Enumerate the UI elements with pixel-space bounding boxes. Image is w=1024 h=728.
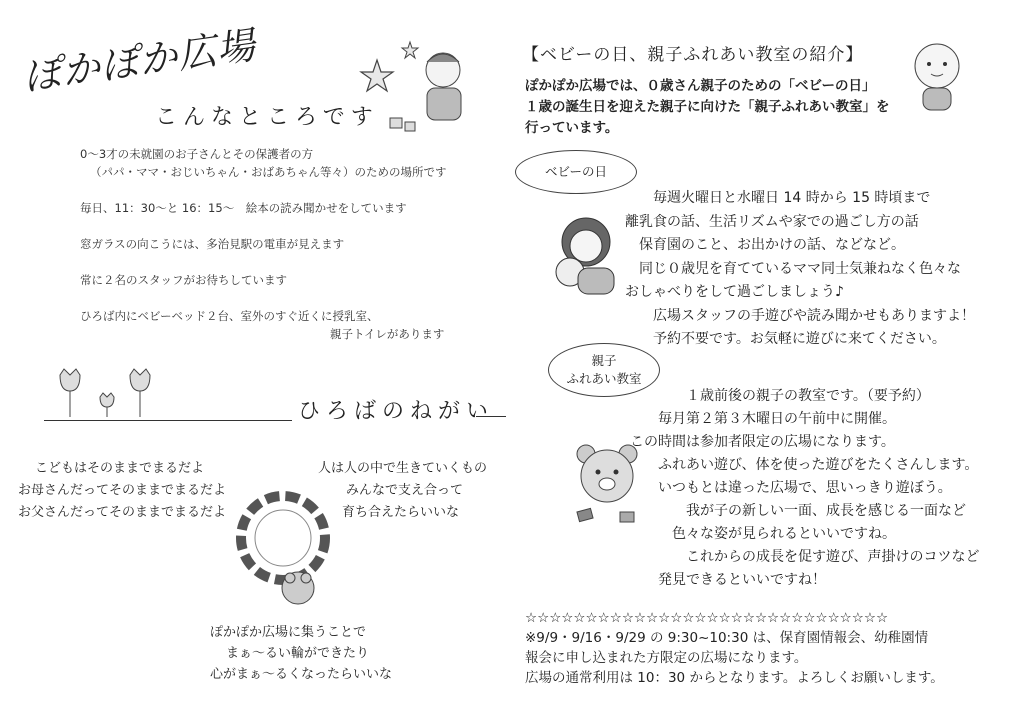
baby-line: 予約不要です。お気軽に遊びに来てください。 — [625, 331, 946, 347]
baby-day-bubble — [515, 150, 637, 194]
oya-line: これからの成長を促す遊び、声掛けのコツなど — [630, 549, 980, 565]
intro-text — [80, 145, 447, 343]
right-heading: 【ベビーの日、親子ふれあい教室の紹介】 — [522, 45, 864, 65]
oya-line: 発見できるといいですね！ — [630, 572, 826, 588]
bubble-label: ベビーの日 — [544, 164, 607, 179]
lead-text — [525, 76, 890, 139]
intro-line: 0～3才の未就園のお子さんとその保護者の方 — [80, 147, 314, 161]
baby-line: 離乳食の話、生活リズムや家での過ごし方の話 — [625, 213, 919, 230]
wish-line: 人は人の中で生きていくもの — [318, 461, 488, 476]
wish-bottom-text — [210, 622, 392, 685]
divider-line — [476, 416, 506, 417]
lead-line: 行っています。 — [525, 120, 619, 136]
baby-line: おしゃべりをして過ごしましょう♪ — [625, 284, 844, 300]
baby-line: 同じ０歳児を育てているママ同士気兼ねなく色々な — [625, 260, 961, 277]
notice-line: 広場の通常利用は 10：30 からとなります。よろしくお願いします。 — [525, 670, 944, 686]
tulips-illustration — [50, 365, 170, 420]
wish-line: 心がまぁ～るくなったらいいな — [210, 667, 393, 682]
oya-line: ふれあい遊び、体を使った遊びをたくさんします。 — [630, 457, 979, 473]
notice-line: 報会に申し込まれた方限定の広場になります。 — [525, 650, 808, 666]
wish-heading: ひろばのねがい — [298, 399, 495, 424]
wish-line: ぽかぽか広場に集うことで — [210, 625, 367, 640]
wish-line: こどもはそのままでまるだよ — [34, 461, 204, 476]
intro-line: ひろば内にベビーベッド２台、室外のすぐ近くに授乳室、 — [80, 309, 379, 323]
oya-line: 毎月第２第３木曜日の午前中に開催。 — [630, 411, 896, 427]
intro-heading: こんなところです — [155, 105, 379, 130]
intro-line: 毎日、11：30～と 16：15～ 絵本の読み聞かせをしています — [80, 201, 407, 215]
oya-line: 我が子の新しい一面、成長を感じる一面など — [630, 503, 966, 519]
notice-line: ※9/9・9/16・9/29 の 9:30~10:30 は、保育園情報会、幼稚園情 — [525, 630, 929, 646]
notice-text — [525, 608, 944, 688]
wish-right-text — [318, 458, 487, 524]
baby-line: 広場スタッフの手遊びや読み聞かせもありますよ！ — [625, 307, 975, 324]
divider-line — [44, 420, 292, 421]
wish-left-text — [18, 458, 226, 524]
lead-line: １歳の誕生日を迎えた親子に向けた「親子ふれあい教室」を — [525, 99, 890, 115]
oya-line: １歳前後の親子の教室です。（要予約） — [630, 388, 930, 404]
lead-line: ぽかぽか広場では、０歳さん親子のための「ベビーの日」 — [525, 78, 876, 94]
oya-line: 色々な姿が見られるといいですね。 — [630, 526, 896, 542]
bubble-label-line: 親子 — [591, 353, 617, 368]
intro-line: 常に２名のスタッフがお待ちしています — [80, 273, 287, 287]
oya-line: この時間は参加者限定の広場になります。 — [630, 434, 895, 450]
wish-line: まぁ～るい輪ができたり — [226, 646, 370, 661]
intro-line: （パパ・ママ・おじいちゃん・おばあちゃん等々）のための場所です — [90, 165, 447, 179]
wish-line: お母さんだってそのままでまるだよ — [18, 483, 227, 498]
star-divider: ☆☆☆☆☆☆☆☆☆☆☆☆☆☆☆☆☆☆☆☆☆☆☆☆☆☆☆☆☆☆ — [525, 610, 889, 626]
intro-line: 窓ガラスの向こうには、多治見駅の電車が見えます — [80, 237, 345, 251]
bubble-label — [566, 352, 641, 388]
intro-line: 親子トイレがあります — [330, 327, 445, 341]
baby-line: 毎週火曜日と水曜日 14 時から 15 時頃まで — [625, 190, 931, 206]
mother-baby-illustration — [548, 212, 623, 297]
baby-illustration — [905, 38, 970, 113]
oya-line: いつもとは違った広場で、思いっきり遊ぼう。 — [630, 480, 952, 496]
wish-line: お父さんだってそのままでまるだよ — [18, 505, 227, 520]
parent-child-class-description — [630, 385, 979, 592]
baby-day-description — [625, 187, 975, 352]
bubble-label-line: ふれあい教室 — [566, 371, 642, 386]
baby-line: 保育園のこと、お出かけの話、などなど。 — [625, 237, 905, 253]
wish-line: みんなで支え合って — [346, 483, 464, 498]
wish-line: 育ち合えたらいいな — [342, 505, 460, 520]
logo-title: ぽかぽか広場 — [20, 22, 259, 100]
